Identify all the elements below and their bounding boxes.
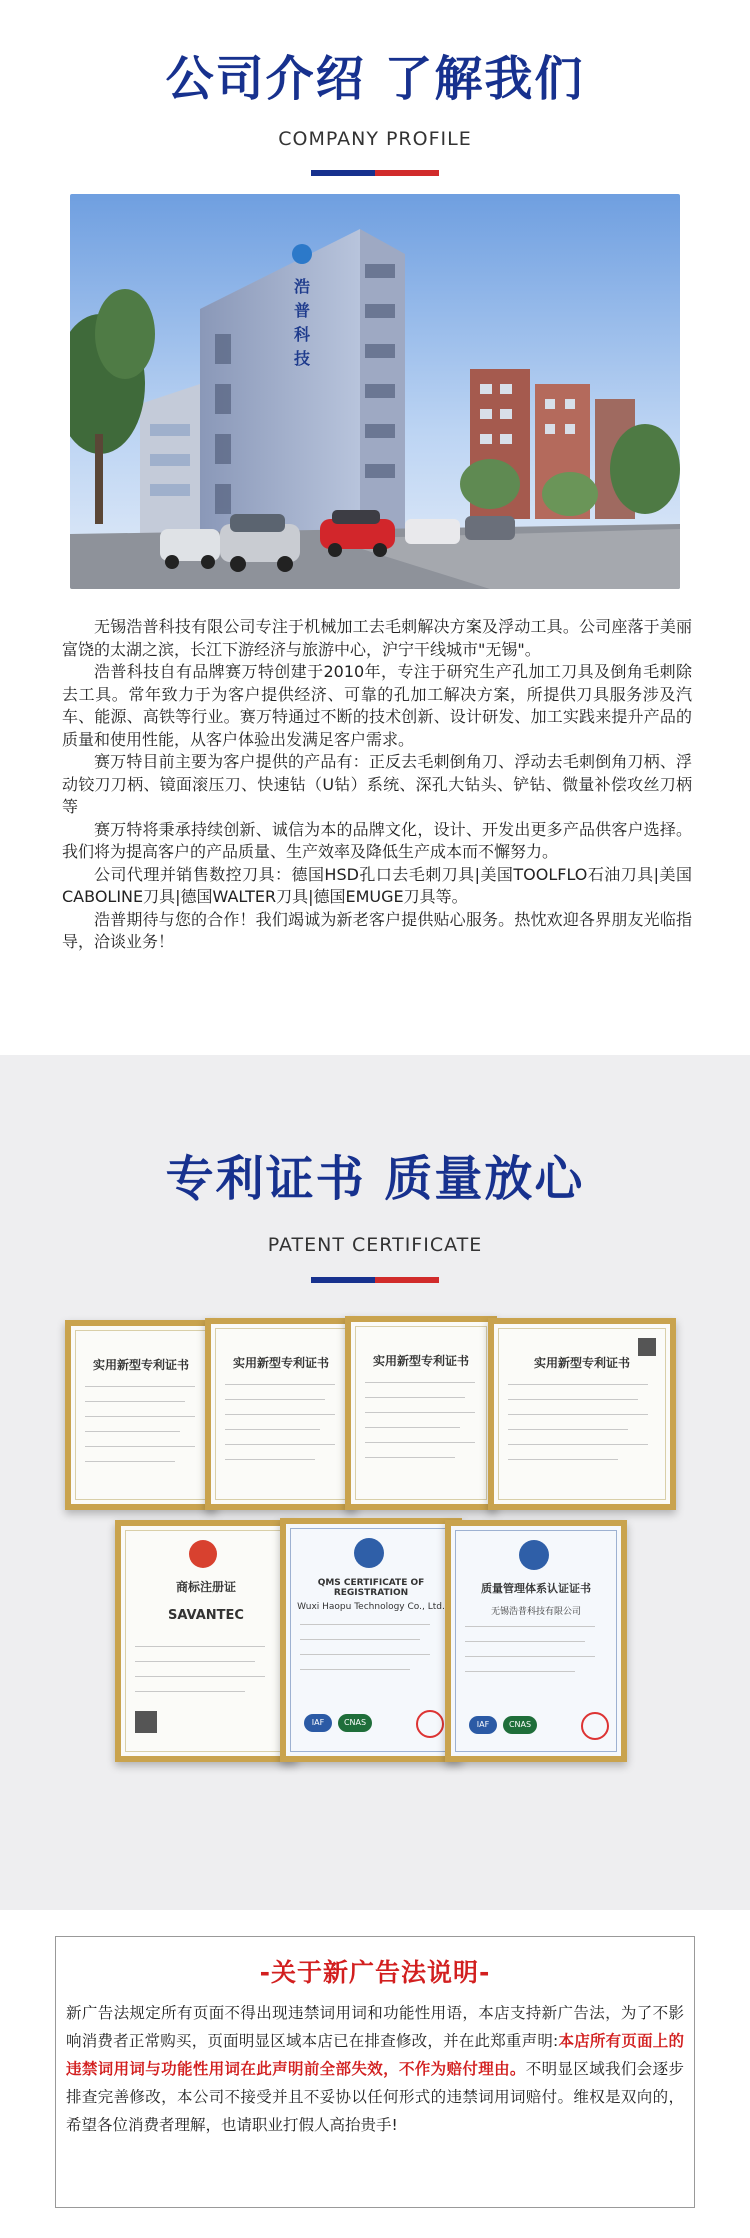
- profile-paragraph: 公司代理并销售数控刀具：德国HSD孔口去毛刺刀具|美国TOOLFLO石油刀具|美国CABOLINE刀具|德国WALTER刀具|德国EMUGE刀具等。: [62, 864, 692, 906]
- cnas-logo: CNAS: [503, 1716, 537, 1734]
- profile-paragraph: 赛万特目前主要为客户提供的产品有：正反去毛刺倒角刀、浮动去毛刺倒角刀柄、浮动铰刀刀柄、镜面滚压刀、快速钻（U钻）系统、深孔大钻头、铲钻、微量补偿攻丝刀柄等: [62, 752, 692, 816]
- certificate-title: 实用新型专利证书: [232, 1356, 329, 1370]
- svg-text:普: 普: [293, 301, 311, 320]
- svg-text:科: 科: [293, 325, 311, 344]
- national-emblem-icon: [189, 1540, 217, 1568]
- patent-certificate: [488, 1318, 676, 1510]
- certificate-company: Wuxi Haopu Technology Co., Ltd.: [297, 1602, 445, 1612]
- certificate-title: 商标注册证: [175, 1580, 236, 1594]
- title-underline-red: [375, 170, 439, 176]
- globe-logo-icon: [354, 1538, 384, 1568]
- quality-certificate: [445, 1520, 627, 1762]
- patent-underline-blue: [311, 1277, 375, 1283]
- notice-highlight: 本店所有页面上的违禁词用词与功能性用词在此声明前全部失效，不作为赔付理由。: [66, 2032, 684, 2078]
- profile-title: 公司介绍 了解我们: [165, 51, 585, 107]
- certificate-title: QMS CERTIFICATE OF REGISTRATION: [317, 1578, 425, 1598]
- iaf-logo: IAF: [304, 1714, 332, 1732]
- qr-code-icon: [638, 1338, 656, 1356]
- certificate-title: 实用新型专利证书: [533, 1356, 630, 1370]
- seal-stamp: [581, 1712, 609, 1740]
- patent-title: 专利证书 质量放心: [165, 1151, 585, 1207]
- seal-stamp: [416, 1710, 444, 1738]
- qms-certificate: [280, 1518, 462, 1762]
- cnas-logo: CNAS: [338, 1714, 372, 1732]
- patent-underline-red: [375, 1277, 439, 1283]
- profile-paragraph: 浩普期待与您的合作！我们竭诚为新老客户提供贴心服务。热忱欢迎各界朋友光临指导，洽谈业务！: [62, 909, 692, 951]
- patent-subtitle: PATENT CERTIFICATE: [267, 1234, 483, 1256]
- patent-certificate: [345, 1316, 497, 1510]
- patent-certificate: [205, 1318, 357, 1510]
- profile-text: [62, 616, 692, 954]
- ad-law-notice: [55, 1936, 695, 2208]
- svg-text:技: 技: [293, 349, 311, 368]
- certificate-title: 质量管理体系认证证书: [481, 1582, 591, 1595]
- profile-paragraph: 无锡浩普科技有限公司专注于机械加工去毛刺解决方案及浮动工具。公司座落于美丽富饶的太湖之滨，长江下游经济与旅游中心，沪宁干线城市"无锡"。: [62, 617, 692, 659]
- trademark-certificate: [115, 1520, 297, 1762]
- profile-subtitle: COMPANY PROFILE: [278, 128, 472, 150]
- certificate-title: 实用新型专利证书: [92, 1358, 189, 1372]
- profile-paragraph: 浩普科技自有品牌赛万特创建于2010年，专注于研究生产孔加工刀具及倒角毛刺除去工具。常年致力于为客户提供经济、可靠的孔加工解决方案，所提供刀具服务涉及汽车、能源、高铁等行业。赛万特通过不断的技术创新、设计研发、加工实践来提升产品的质量和使用性能，从客户体验出发满足客户需求。: [62, 662, 692, 749]
- title-underline-blue: [311, 170, 375, 176]
- notice-title: -关于新广告法说明-: [259, 1958, 491, 1987]
- certificate-title: 实用新型专利证书: [372, 1354, 469, 1368]
- globe-logo-icon: [519, 1540, 549, 1570]
- patent-certificate: [65, 1320, 217, 1510]
- company-building-photo: [70, 194, 680, 589]
- iaf-logo: IAF: [469, 1716, 497, 1734]
- trademark-brand: SAVANTEC: [168, 1608, 244, 1623]
- profile-paragraph: 赛万特将秉承持续创新、诚信为本的品牌文化，设计、开发出更多产品供客户选择。我们将为提高客户的产品质量、生产效率及降低生产成本而不懈努力。: [62, 819, 692, 861]
- svg-text:浩: 浩: [293, 277, 311, 296]
- notice-text: 新广告法规定所有页面不得出现违禁词用词和功能性用语，本店支持新广告法，为了不影响消费者正常购买，页面明显区域本店已在排查修改，并在此郑重声明:: [66, 2004, 684, 2050]
- qr-code-icon: [135, 1711, 157, 1733]
- certificate-company: 无锡浩普科技有限公司: [490, 1607, 581, 1617]
- notice-text: 不明显区域我们会逐步排查完善修改，本公司不接受并且不妥协以任何形式的违禁词用词赔付。维权是双向的，希望各位消费者理解，也请职业打假人高抬贵手!: [66, 2060, 684, 2134]
- notice-body: [66, 1999, 684, 2139]
